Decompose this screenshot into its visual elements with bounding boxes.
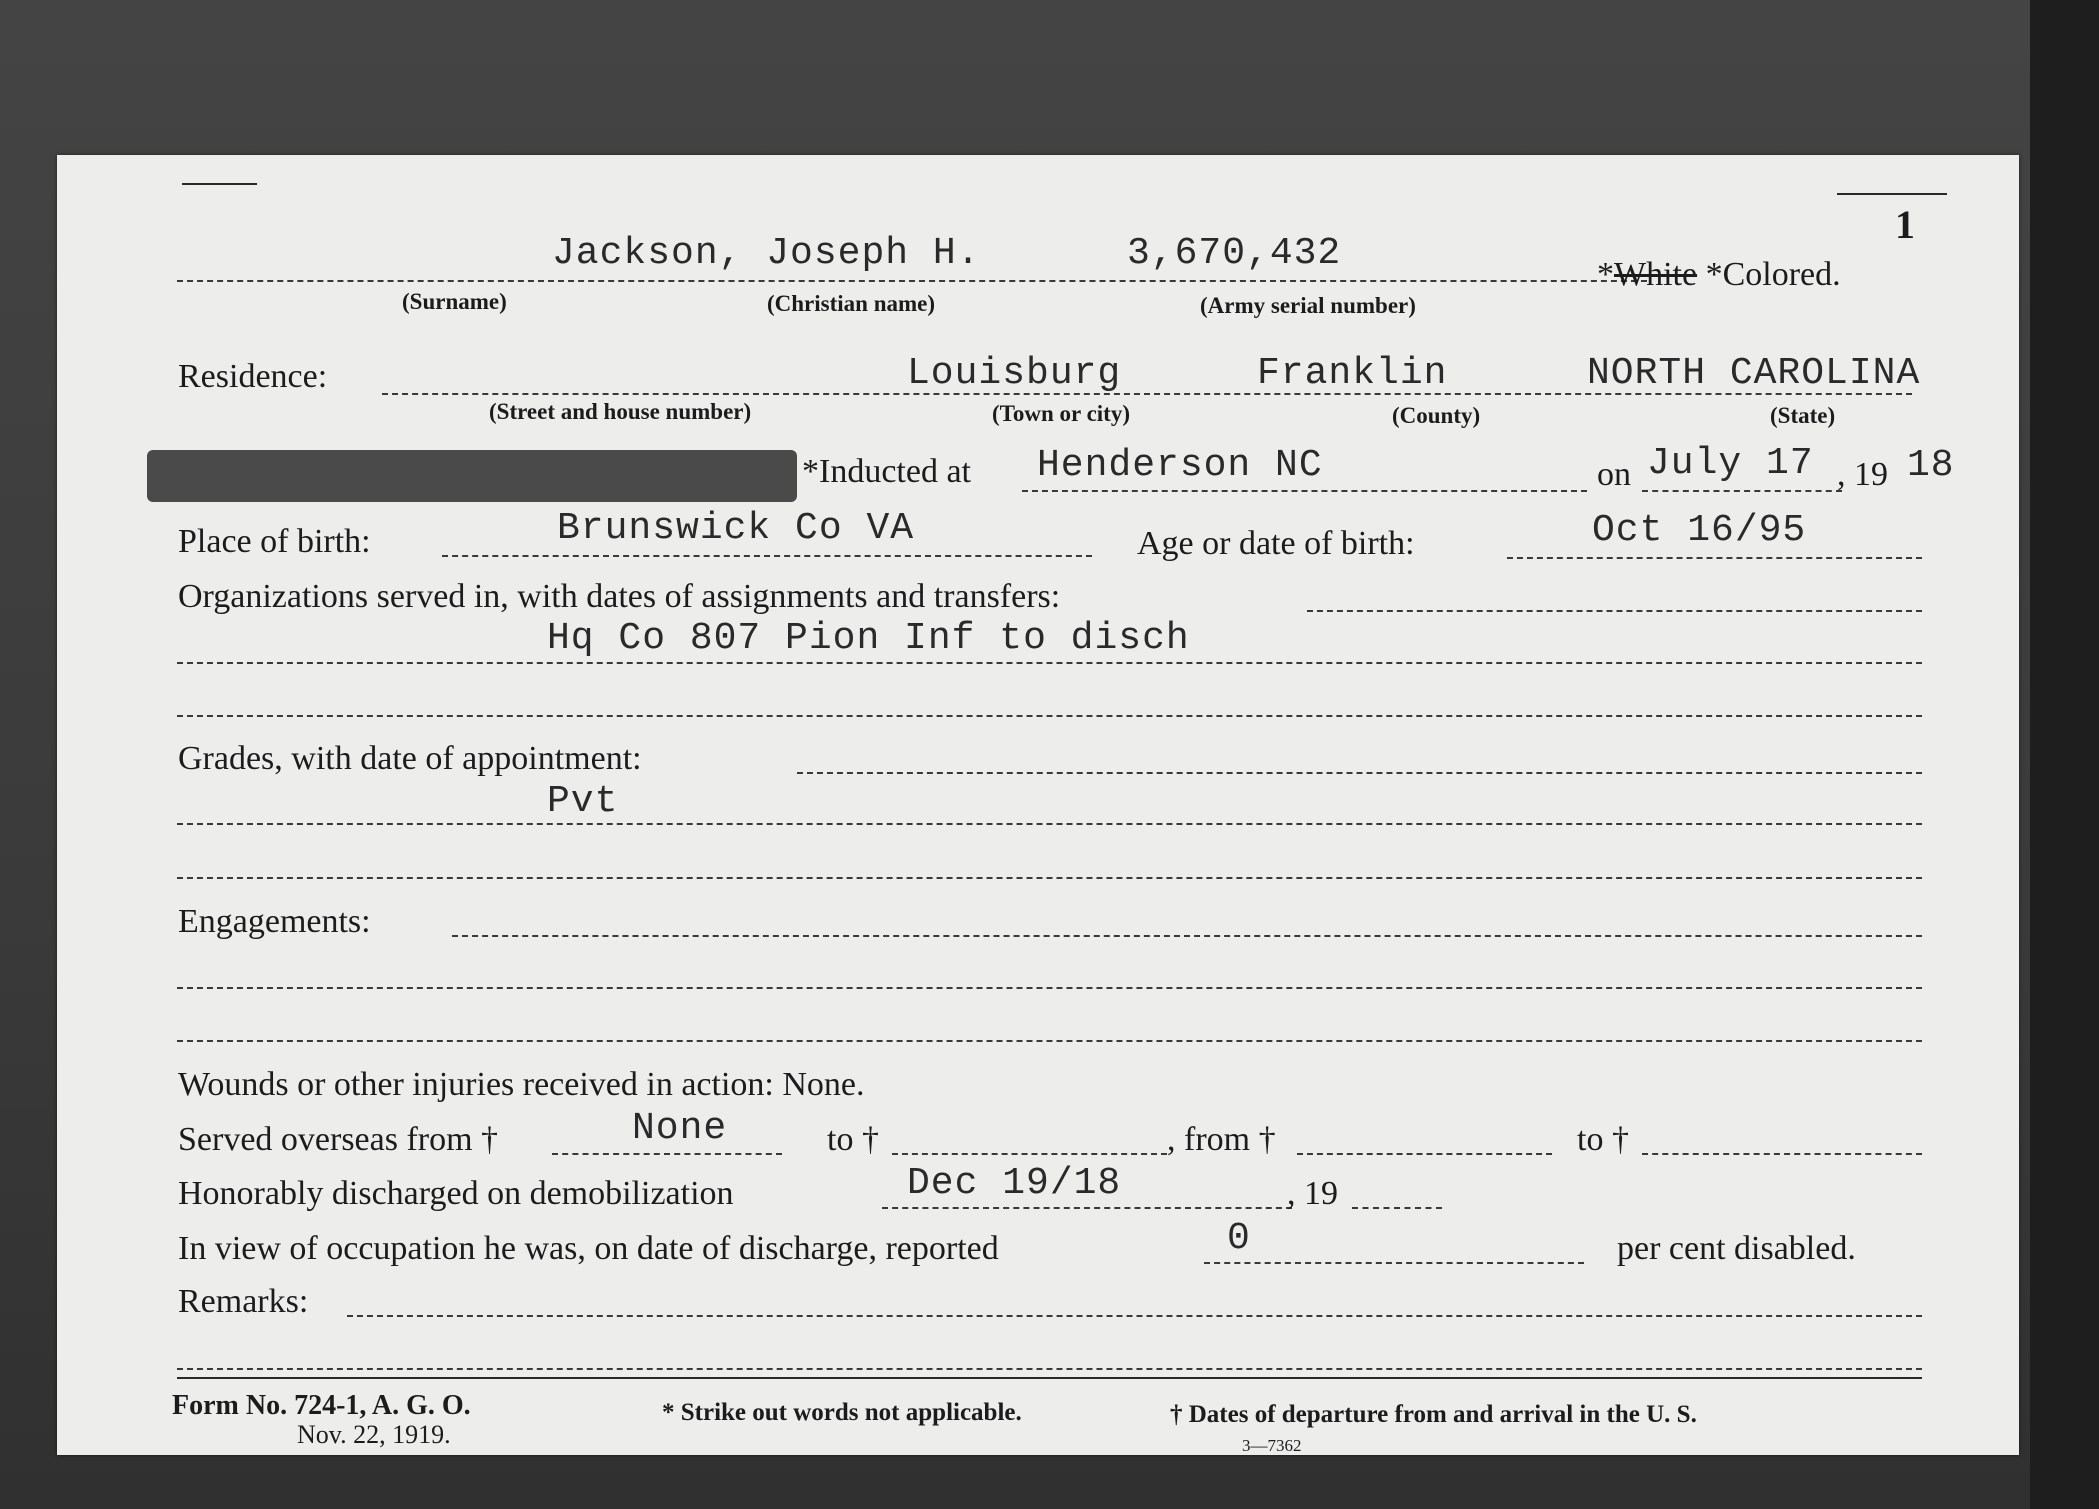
street-caption: (Street and house number) (489, 399, 752, 424)
redaction-bar (147, 450, 797, 502)
residence-label: Residence: (178, 358, 328, 395)
overseas-to2-line (1642, 1153, 1922, 1155)
discharge-date: Dec 19/18 (907, 1162, 1122, 1205)
engagements-label: Engagements: (178, 903, 371, 940)
inducted-year-prefix: , 19 (1837, 456, 1888, 493)
surname-caption: (Surname) (402, 289, 507, 314)
grades-value: Pvt (547, 780, 619, 823)
race-colored: Colored. (1722, 256, 1841, 293)
wounds-text: Wounds or other injuries received in action: None. (178, 1066, 865, 1103)
disability-suffix: per cent disabled. (1617, 1230, 1856, 1267)
top-rule (182, 183, 257, 185)
birth-place-value: Brunswick Co VA (557, 507, 915, 550)
strike-note: * Strike out words not applicable. (662, 1399, 1022, 1426)
inducted-label: *Inducted at (802, 453, 971, 490)
name-value: Jackson, Joseph H. (552, 232, 981, 275)
discharge-line (882, 1207, 1292, 1209)
print-code: 3—7362 (1242, 1436, 1302, 1455)
organizations-label: Organizations served in, with dates of assignments and transfers: (178, 578, 1061, 615)
overseas-to-label: to † (827, 1121, 879, 1158)
discharge-year-line (1352, 1207, 1442, 1209)
discharge-year-label: , 19 (1287, 1175, 1338, 1212)
birth-date-value: Oct 16/95 (1592, 509, 1807, 552)
asterisk: * (1705, 256, 1723, 293)
birth-place-label: Place of birth: (178, 523, 371, 560)
scan-edge (2030, 0, 2099, 1509)
residence-county: Franklin (1257, 352, 1448, 395)
form-number: Form No. 724-1, A. G. O. (172, 1390, 471, 1421)
disability-value: 0 (1227, 1217, 1251, 1260)
residence-town: Louisburg (907, 352, 1122, 395)
overseas-to2-label: to † (1577, 1121, 1629, 1158)
birth-age-label: Age or date of birth: (1137, 525, 1415, 562)
remarks-line-2 (177, 1368, 1922, 1370)
dagger-note: † Dates of departure from and arrival in the U. S. (1170, 1401, 1697, 1428)
serial-caption: (Army serial number) (1200, 293, 1416, 318)
disability-line (1204, 1262, 1584, 1264)
overseas-from-label: Served overseas from † (178, 1121, 499, 1158)
inducted-dotted-line (1022, 490, 1587, 492)
birth-age-line (1507, 557, 1922, 559)
overseas-from2-line (1297, 1153, 1552, 1155)
inducted-place: Henderson NC (1037, 444, 1323, 487)
name-dotted-line (177, 280, 1647, 282)
christian-caption: (Christian name) (767, 291, 936, 316)
engagements-line-1 (452, 935, 1922, 937)
birth-place-line (442, 555, 1092, 557)
service-record-card (57, 155, 2019, 1455)
on-label: on (1597, 456, 1631, 493)
grades-line-1 (797, 772, 1922, 774)
county-caption: (County) (1392, 403, 1481, 428)
organizations-line-2 (177, 662, 1922, 664)
race-label (1597, 258, 1841, 292)
disability-label: In view of occupation he was, on date of discharge, reported (178, 1230, 999, 1267)
form-date: Nov. 22, 1919. (297, 1420, 451, 1449)
card-number: 1 (1895, 202, 1915, 247)
residence-state: NORTH CAROLINA (1587, 352, 1921, 395)
grades-label: Grades, with date of appointment: (178, 740, 642, 777)
grades-line-2 (177, 823, 1922, 825)
remarks-line-1 (347, 1315, 1922, 1317)
organizations-line-1 (1307, 610, 1922, 612)
overseas-to-line (892, 1153, 1167, 1155)
remarks-label: Remarks: (178, 1283, 309, 1320)
overseas-from2-label: , from † (1167, 1121, 1276, 1158)
inducted-date-line (1642, 490, 1842, 492)
inducted-date: July 17 (1647, 442, 1814, 485)
engagements-line-2 (177, 987, 1922, 989)
discharge-label: Honorably discharged on demobilization (178, 1175, 734, 1212)
engagements-line-3 (177, 1040, 1922, 1042)
footer-rule (177, 1377, 1922, 1379)
asterisk: * (1597, 256, 1614, 293)
organizations-line-3 (177, 715, 1922, 717)
overseas-from-line (552, 1153, 782, 1155)
race-white: White (1614, 256, 1698, 293)
organizations-value: Hq Co 807 Pion Inf to disch (547, 617, 1190, 660)
state-caption: (State) (1770, 403, 1836, 428)
grades-line-3 (177, 877, 1922, 879)
overseas-from-value: None (632, 1107, 728, 1150)
card-number-rule (1837, 193, 1947, 195)
inducted-year-suffix: 18 (1907, 444, 1955, 487)
serial-value: 3,670,432 (1127, 232, 1342, 275)
town-caption: (Town or city) (992, 401, 1130, 426)
